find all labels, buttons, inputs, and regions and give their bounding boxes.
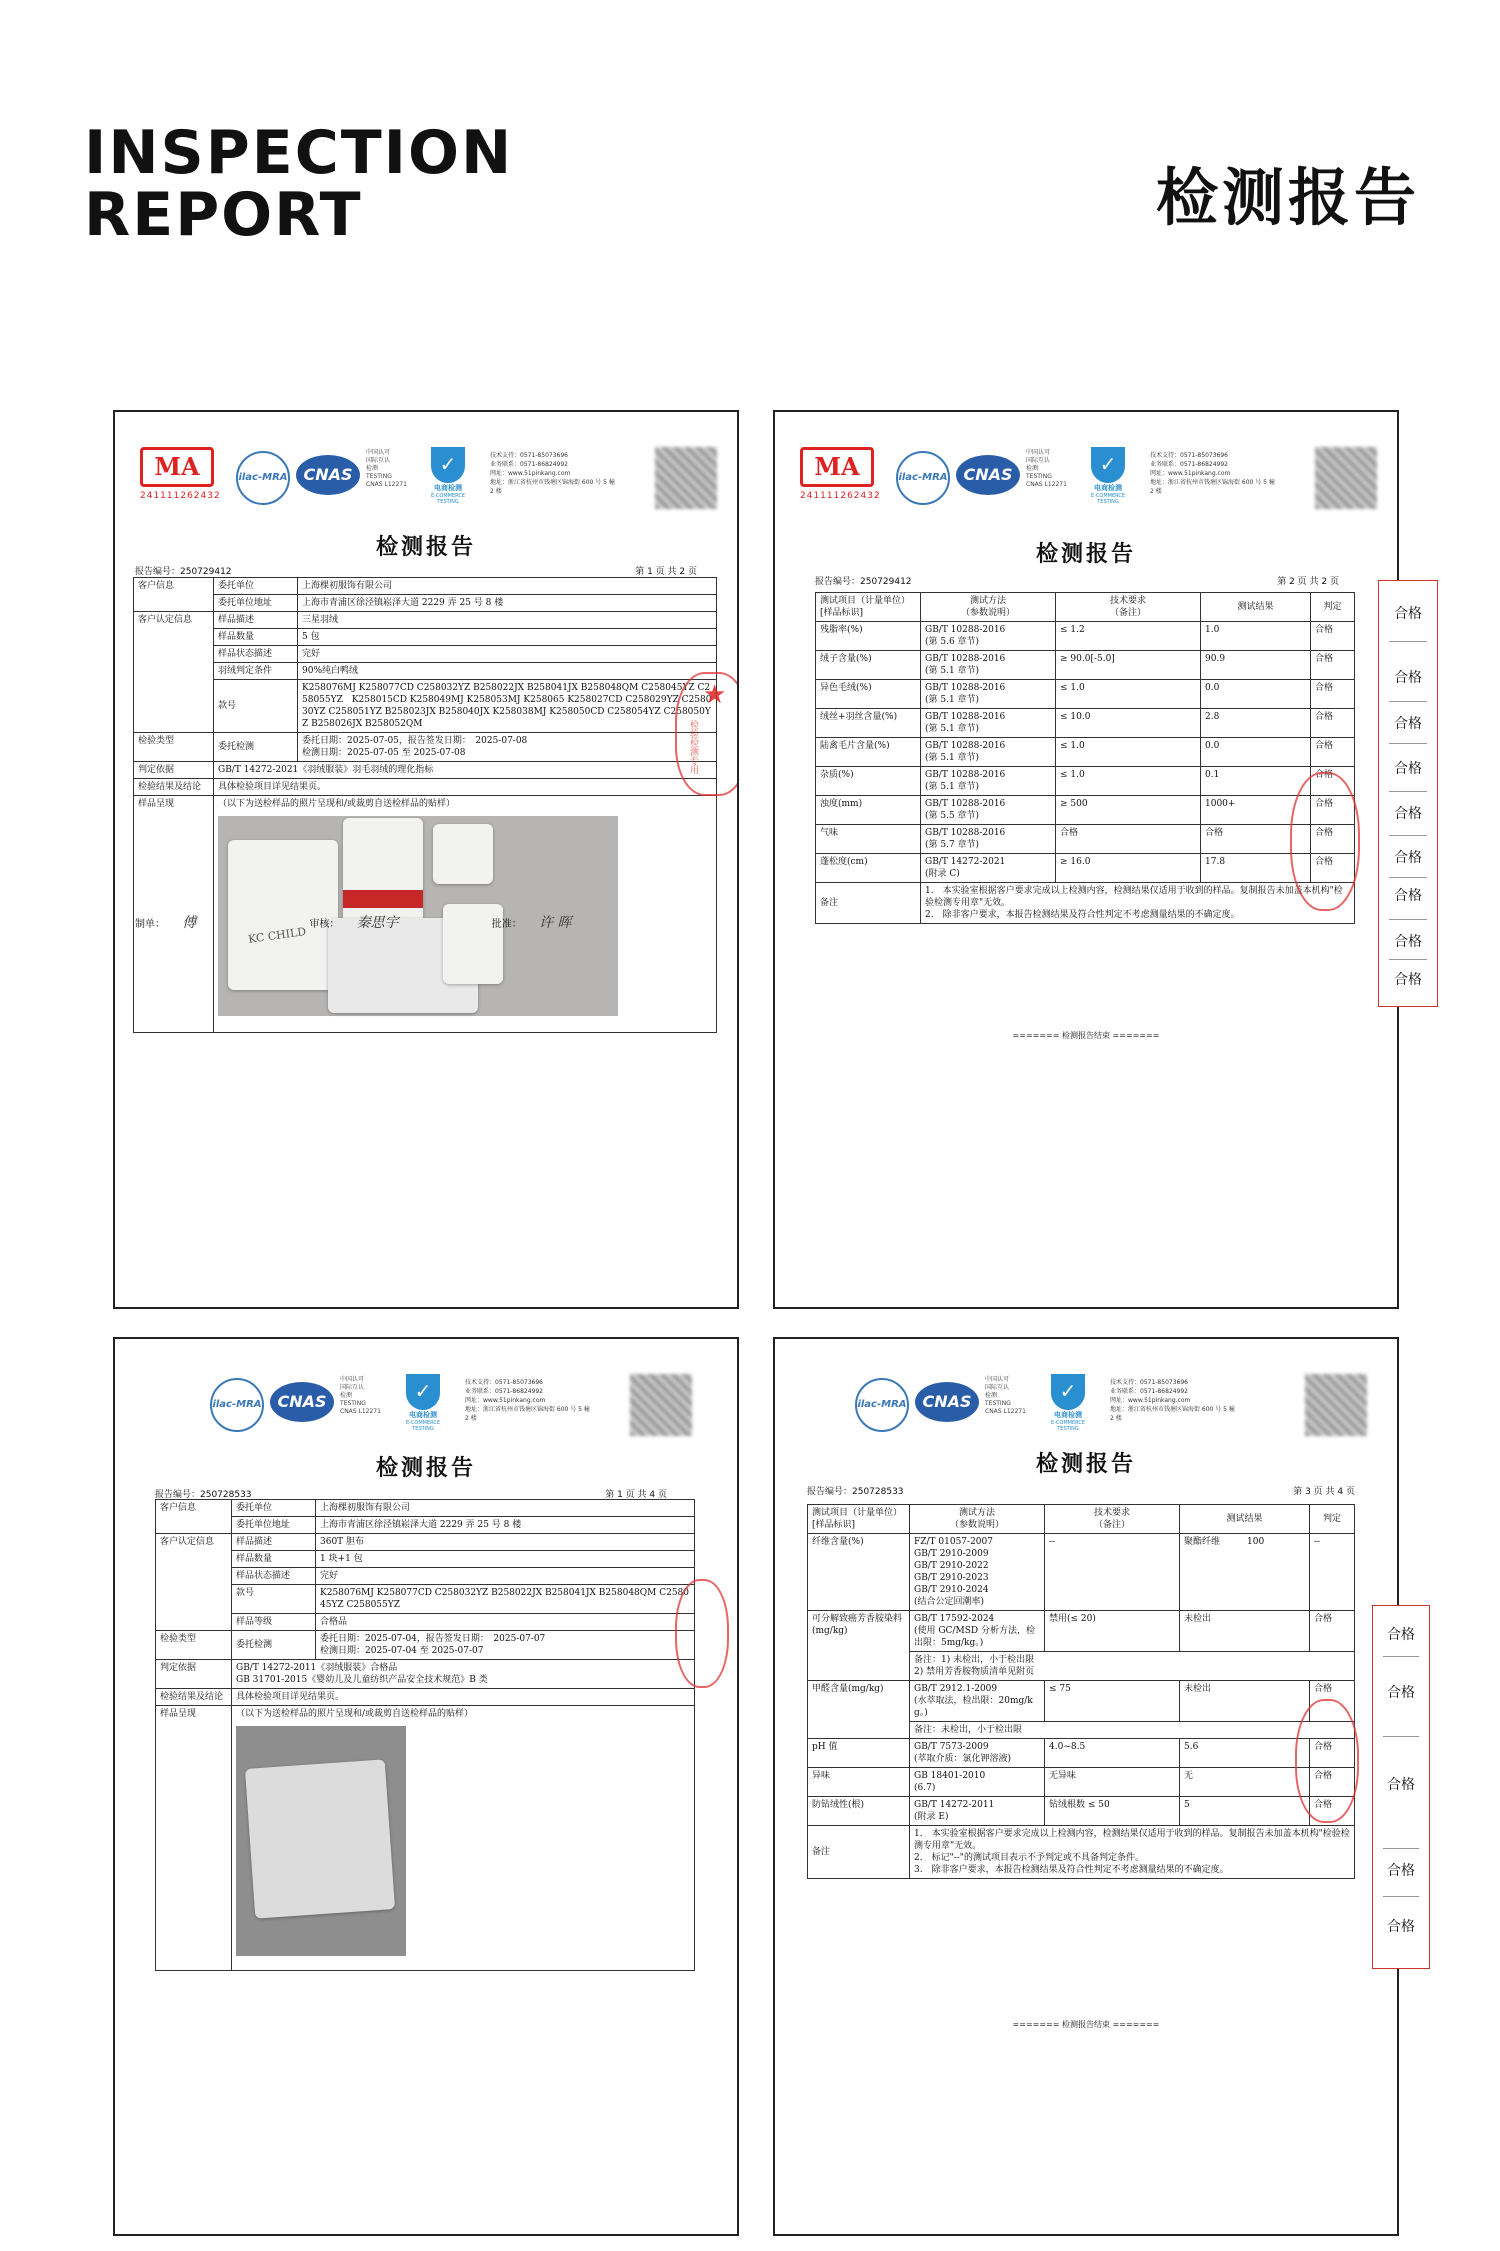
test-requirement: 钻绒根数 ≤ 50 xyxy=(1045,1797,1180,1826)
col-header: 测试结果 xyxy=(1201,593,1311,622)
side-judgement: 合格 xyxy=(1387,1863,1415,1879)
eshield-en: E-COMMERCE TESTING xyxy=(430,493,466,505)
test-method: GB/T 10288-2016 (第 5.1 章节) xyxy=(921,680,1056,709)
test-result: 2.8 xyxy=(1201,709,1311,738)
ilac-mra-logo: ilac-MRA xyxy=(236,451,290,505)
table-row xyxy=(816,796,1355,825)
test-judgement: 合格 xyxy=(1310,1681,1355,1722)
test-result: 聚酯纤维 100 xyxy=(1180,1534,1310,1611)
side-judgement: 合格 xyxy=(1387,1627,1415,1643)
test-item: 绒丝+羽丝含量(%) xyxy=(816,709,921,738)
table-row xyxy=(816,854,1355,883)
test-item: pH 值 xyxy=(808,1739,910,1768)
report-page-4 xyxy=(773,1337,1399,2236)
side-judgement: 合格 xyxy=(1394,716,1422,732)
test-type: 委托检测 xyxy=(232,1631,316,1660)
report-title: 检测报告 xyxy=(375,1455,476,1481)
test-requirement: ≤ 1.0 xyxy=(1056,738,1201,767)
test-requirement: ≥ 90.0[-5.0] xyxy=(1056,651,1201,680)
test-item: 甲醛含量(mg/kg) xyxy=(808,1681,910,1739)
test-method: FZ/T 01057-2007 GB/T 2910-2009 GB/T 2910-2022 GB/T 2910-2023 GB/T 2910-2024 (结合公定回潮率) xyxy=(910,1534,1045,1611)
client-addr: 上海市青浦区徐泾镇崧泽大道 2229 弄 25 号 8 楼 xyxy=(298,595,717,612)
info-table xyxy=(133,577,717,1033)
model-value: K258076MJ K258077CD C258032YZ B258022JX B258041JX B258048QM C258045YZ C258055YZ xyxy=(316,1585,695,1614)
sample-field-value: 360T 胆布 xyxy=(316,1534,695,1551)
test-item: 蓬松度(cm) xyxy=(816,854,921,883)
test-requirement: ≤ 75 xyxy=(1045,1681,1180,1722)
test-judgement: 合格 xyxy=(1311,796,1355,825)
header-title-cn: 检测报告 xyxy=(1155,161,1420,234)
sample-photo xyxy=(236,1726,406,1956)
client-unit: 上海棵初服饰有限公司 xyxy=(298,578,717,595)
client-info-label: 客户信息 xyxy=(156,1500,232,1534)
col-header: 技术要求 （备注） xyxy=(1045,1505,1180,1534)
eshield-en: E-COMMERCE TESTING xyxy=(1090,493,1126,505)
inspection-stamp xyxy=(1290,772,1360,911)
table-row xyxy=(808,1768,1355,1797)
down-bag-image xyxy=(343,818,423,923)
approver-signature: 许 晖 xyxy=(538,915,572,931)
test-judgement: 合格 xyxy=(1311,651,1355,680)
sample-info-label: 客户认定信息 xyxy=(134,612,214,733)
grade-label: 样品等级 xyxy=(232,1614,316,1631)
test-method: GB/T 10288-2016 (第 5.1 章节) xyxy=(921,738,1056,767)
test-dates xyxy=(316,1631,695,1660)
ma-number: 241111262432 xyxy=(800,491,881,501)
test-item: 纤维含量(%) xyxy=(808,1534,910,1611)
report-title: 检测报告 xyxy=(1035,1451,1136,1477)
check-shield-icon: ✓ xyxy=(1091,447,1125,483)
test-result: 1000+ xyxy=(1201,796,1311,825)
eshield-en: E-COMMERCE TESTING xyxy=(405,1420,441,1432)
test-type: 委托检测 xyxy=(214,733,298,762)
table-row xyxy=(808,1797,1355,1826)
table-row xyxy=(816,680,1355,709)
test-result: 0.0 xyxy=(1201,738,1311,767)
sample-field-value: 5 包 xyxy=(298,629,717,646)
fabric-sample-image xyxy=(245,1759,395,1918)
note-formaldehyde: 备注：未检出，小于检出限 xyxy=(910,1722,1355,1739)
approver-label: 批准： xyxy=(491,919,522,930)
remark-label: 备注 xyxy=(816,883,921,924)
test-method: GB/T 10288-2016 (第 5.5 章节) xyxy=(921,796,1056,825)
qr-code-icon xyxy=(1305,1374,1367,1436)
table-row xyxy=(808,1611,1355,1652)
side-judgement: 合格 xyxy=(1394,806,1422,822)
col-header: 测试方法 （参数说明） xyxy=(921,593,1056,622)
inspection-stamp xyxy=(675,1579,729,1688)
table-row xyxy=(808,1739,1355,1768)
table-row xyxy=(816,622,1355,651)
ilac-mra-logo: ilac-MRA xyxy=(855,1378,909,1432)
inspection-stamp xyxy=(1295,1699,1359,1823)
cnas-text: 中国认可 国际互认 检测 TESTING CNAS L12271 xyxy=(340,1376,381,1415)
table-row xyxy=(816,651,1355,680)
sample-field-label: 羽绒判定条件 xyxy=(214,663,298,680)
side-judgement: 合格 xyxy=(1394,670,1422,686)
judgement-side-panel xyxy=(1378,580,1438,1007)
test-requirement: ≥ 16.0 xyxy=(1056,854,1201,883)
test-item: 异色毛绒(%) xyxy=(816,680,921,709)
test-method: GB/T 14272-2011 (附录 E) xyxy=(910,1797,1045,1826)
contact-info: 技术支持：0571-85073696 业务联系：0571-86824992 网址：www.51pinkang.com 地址：浙江省杭州市钱塘区锦海街 600 号 5 幢 2 楼 xyxy=(1150,452,1275,495)
side-judgement: 合格 xyxy=(1394,888,1422,904)
test-item: 可分解致癌芳香胺染料(mg/kg) xyxy=(808,1611,910,1681)
test-judgement: 合格 xyxy=(1311,825,1355,854)
sample-info-label: 客户认定信息 xyxy=(156,1534,232,1631)
eshield-en: E-COMMERCE TESTING xyxy=(1050,1420,1086,1432)
table-row xyxy=(808,1534,1355,1611)
header-title-en xyxy=(84,118,514,250)
remark-row xyxy=(816,883,1355,924)
report-page-2 xyxy=(773,410,1399,1309)
conclusion: 具体检验项目详见结果页。 xyxy=(214,779,717,796)
client-unit-label: 委托单位 xyxy=(232,1500,316,1517)
basis xyxy=(232,1660,695,1689)
model-label: 款号 xyxy=(214,680,298,733)
judgement-side-panel xyxy=(1372,1605,1430,1969)
date-line-1: 委托日期：2025-07-04，报告签发日期： 2025-07-07 xyxy=(320,1634,546,1644)
col-header: 测试项目（计量单位） [样品标识] xyxy=(808,1505,910,1534)
report-number: 报告编号：250728533 xyxy=(807,1487,904,1497)
cnas-text: 中国认可 国际互认 检测 TESTING CNAS L12271 xyxy=(366,449,407,488)
side-judgement: 合格 xyxy=(1394,606,1422,622)
cnas-text: 中国认可 国际互认 检测 TESTING CNAS L12271 xyxy=(1026,449,1067,488)
side-judgement: 合格 xyxy=(1387,1919,1415,1935)
test-result: 合格 xyxy=(1201,825,1311,854)
report-number: 报告编号：250729412 xyxy=(815,577,912,587)
sample-field-label: 样品数量 xyxy=(214,629,298,646)
end-line: ======= 检测报告结束 ======= xyxy=(1012,2020,1160,2029)
table-row xyxy=(816,738,1355,767)
ecommerce-testing-logo xyxy=(420,447,476,505)
basis-label: 判定依据 xyxy=(134,762,214,779)
page-number: 第 1 页 共 2 页 xyxy=(635,567,697,577)
qr-code-icon xyxy=(630,1374,692,1436)
test-judgement: 合格 xyxy=(1310,1739,1355,1768)
page-number: 第 3 页 共 4 页 xyxy=(1293,1487,1355,1497)
star-icon: ★ xyxy=(703,680,727,710)
test-requirement: ≤ 1.2 xyxy=(1056,622,1201,651)
test-method: GB/T 17592-2024 (使用 GC/MSD 分析方法，检出限：5mg/kg。) xyxy=(910,1611,1045,1652)
remark-label: 备注 xyxy=(808,1826,910,1879)
basis: GB/T 14272-2021《羽绒服装》羽毛羽绒的理化指标 xyxy=(214,762,717,779)
side-judgement: 合格 xyxy=(1394,761,1422,777)
qr-code-icon xyxy=(655,447,717,509)
report-page-1 xyxy=(113,410,739,1309)
contact-info: 技术支持：0571-85073696 业务联系：0571-86824992 网址：www.51pinkang.com 地址：浙江省杭州市钱塘区锦海街 600 号 5 幢 2 楼 xyxy=(465,1379,590,1422)
cnas-logo: CNAS xyxy=(915,1382,979,1422)
test-item: 残脂率(%) xyxy=(816,622,921,651)
test-judgement: 合格 xyxy=(1311,709,1355,738)
reviewer-label: 审核： xyxy=(309,919,340,930)
ma-mark: MA xyxy=(800,447,874,487)
report-number: 报告编号：250728533 xyxy=(155,1490,252,1500)
test-judgement: 合格 xyxy=(1310,1611,1355,1652)
logo-row xyxy=(800,447,1375,517)
test-method: GB 18401-2010 (6.7) xyxy=(910,1768,1045,1797)
check-shield-icon: ✓ xyxy=(431,447,465,483)
ma-logo xyxy=(140,447,221,509)
test-type-label: 检验类型 xyxy=(156,1631,232,1660)
test-method: GB/T 10288-2016 (第 5.7 章节) xyxy=(921,825,1056,854)
date-line-2: 检测日期：2025-07-04 至 2025-07-07 xyxy=(320,1646,484,1656)
test-requirement: ≤ 10.0 xyxy=(1056,709,1201,738)
photo-cell xyxy=(232,1706,695,1971)
test-item: 杂质(%) xyxy=(816,767,921,796)
test-type-label: 检验类型 xyxy=(134,733,214,762)
test-requirement: ≤ 1.0 xyxy=(1056,767,1201,796)
client-addr: 上海市青浦区徐泾镇崧泽大道 2229 弄 25 号 8 楼 xyxy=(316,1517,695,1534)
model-label: 款号 xyxy=(232,1585,316,1614)
info-table xyxy=(155,1499,695,1971)
cnas-logo: CNAS xyxy=(270,1382,334,1422)
remark-text: 1. 本实验室根据客户要求完成以上检测内容，检测结果仅适用于收到的样品。复制报告未加盖本机构"检验检测专用章"无效。 2. 除非客户要求，本报告检测结果及符合性判定不考虑测量结果的不确定度。 xyxy=(921,883,1355,924)
test-requirement: ≥ 500 xyxy=(1056,796,1201,825)
eshield-label: 电商检测 xyxy=(1054,1411,1082,1419)
test-requirement: ≤ 1.0 xyxy=(1056,680,1201,709)
reviewer-signature: 秦思宇 xyxy=(356,915,399,931)
basis-line-2: GB 31701-2015《婴幼儿及儿童纺织产品安全技术规范》B 类 xyxy=(236,1675,488,1685)
date-line-2: 检测日期：2025-07-05 至 2025-07-08 xyxy=(302,748,466,758)
results-table xyxy=(815,592,1355,924)
logo-row xyxy=(140,447,715,517)
sample-field-label: 样品状态描述 xyxy=(232,1568,316,1585)
test-result: 未检出 xyxy=(1180,1611,1310,1652)
photo-note: （以下为送检样品的照片呈现和/或裁剪自送检样品的贴样） xyxy=(236,1709,474,1719)
test-judgement: -- xyxy=(1310,1534,1355,1611)
col-header: 判定 xyxy=(1310,1505,1355,1534)
contact-info: 技术支持：0571-85073696 业务联系：0571-86824992 网址：www.51pinkang.com 地址：浙江省杭州市钱塘区锦海街 600 号 5 幢 2 楼 xyxy=(1110,1379,1235,1422)
test-method: GB/T 10288-2016 (第 5.1 章节) xyxy=(921,651,1056,680)
test-requirement: 合格 xyxy=(1056,825,1201,854)
table-row xyxy=(816,767,1355,796)
col-header: 判定 xyxy=(1311,593,1355,622)
col-header: 技术要求 （备注） xyxy=(1056,593,1201,622)
test-judgement: 合格 xyxy=(1311,738,1355,767)
report-page-3 xyxy=(113,1337,739,2236)
photo-label: 样品呈现 xyxy=(134,796,214,1033)
side-judgement: 合格 xyxy=(1394,972,1422,988)
ma-number: 241111262432 xyxy=(140,491,221,501)
report-title: 检测报告 xyxy=(1035,541,1136,567)
test-judgement: 合格 xyxy=(1311,767,1355,796)
down-bag-image xyxy=(433,824,493,884)
header-title-line1: INSPECTION xyxy=(84,118,514,188)
test-judgement: 合格 xyxy=(1310,1768,1355,1797)
cnas-logo: CNAS xyxy=(956,455,1020,495)
date-line-1: 委托日期：2025-07-05，报告签发日期： 2025-07-08 xyxy=(302,736,528,746)
test-result: 未检出 xyxy=(1180,1681,1310,1722)
client-info-label: 客户信息 xyxy=(134,578,214,612)
test-result: 5 xyxy=(1180,1797,1310,1826)
col-header: 测试项目（计量单位） [样品标识] xyxy=(816,593,921,622)
test-judgement: 合格 xyxy=(1310,1797,1355,1826)
photo-label: 样品呈现 xyxy=(156,1706,232,1971)
side-judgement: 合格 xyxy=(1394,934,1422,950)
ecommerce-testing-logo xyxy=(395,1374,451,1432)
table-row xyxy=(808,1681,1355,1722)
signature-row xyxy=(135,912,571,932)
check-shield-icon: ✓ xyxy=(406,1374,440,1410)
client-unit-label: 委托单位 xyxy=(214,578,298,595)
test-method: GB/T 10288-2016 (第 5.1 章节) xyxy=(921,709,1056,738)
remark-row xyxy=(808,1826,1355,1879)
bag-label: KC CHILD xyxy=(247,925,307,947)
test-method: GB/T 10288-2016 (第 5.1 章节) xyxy=(921,767,1056,796)
ecommerce-testing-logo xyxy=(1040,1374,1096,1432)
ecommerce-testing-logo xyxy=(1080,447,1136,505)
conclusion-label: 检验结果及结论 xyxy=(134,779,214,796)
model-value: K258076MJ K258077CD C258032YZ B258022JX B258041JX B258048QM C258045YZ C258055YZ K258015CD K258049MJ K258053MJ K258065 K258027CD C258029YZ C258030YZ C258051YZ B258023JX B258040JX K258038MJ K258050CD C258054YZ C258050YZ B258026JX B258052QM xyxy=(298,680,717,733)
maker-label: 制单： xyxy=(135,919,165,930)
side-judgement: 合格 xyxy=(1394,850,1422,866)
side-judgement: 合格 xyxy=(1387,1685,1415,1701)
report-number: 报告编号：250729412 xyxy=(135,567,232,577)
test-item: 气味 xyxy=(816,825,921,854)
ilac-mra-logo: ilac-MRA xyxy=(210,1378,264,1432)
cnas-text: 中国认可 国际互认 检测 TESTING CNAS L12271 xyxy=(985,1376,1026,1415)
eshield-label: 电商检测 xyxy=(1094,484,1122,492)
grade-value: 合格品 xyxy=(316,1614,695,1631)
test-method: GB/T 2912.1-2009 (水萃取法，检出限：20mg/kg。) xyxy=(910,1681,1045,1722)
client-addr-label: 委托单位地址 xyxy=(232,1517,316,1534)
conclusion-label: 检验结果及结论 xyxy=(156,1689,232,1706)
sample-field-value: 完好 xyxy=(316,1568,695,1585)
logo-row xyxy=(140,1374,715,1444)
results-table xyxy=(807,1504,1355,1879)
test-result: 无 xyxy=(1180,1768,1310,1797)
qr-code-icon xyxy=(1315,447,1377,509)
sample-field-value: 90%纯白鸭绒 xyxy=(298,663,717,680)
test-result: 0.0 xyxy=(1201,680,1311,709)
test-result: 90.9 xyxy=(1201,651,1311,680)
contact-info: 技术支持：0571-85073696 业务联系：0571-86824992 网址：www.51pinkang.com 地址：浙江省杭州市钱塘区锦海街 600 号 5 幢 2 楼 xyxy=(490,452,615,495)
test-item: 陆禽毛片含量(%) xyxy=(816,738,921,767)
test-requirement: -- xyxy=(1045,1534,1180,1611)
side-judgement: 合格 xyxy=(1387,1777,1415,1793)
sample-field-value: 三星羽绒 xyxy=(298,612,717,629)
stamp-text: 检验检测专用 xyxy=(688,720,698,774)
eshield-label: 电商检测 xyxy=(409,1411,437,1419)
client-addr-label: 委托单位地址 xyxy=(214,595,298,612)
end-line: ======= 检测报告结束 ======= xyxy=(1012,1031,1160,1040)
basis-line-1: GB/T 14272-2011《羽绒服装》合格品 xyxy=(236,1663,398,1673)
sample-field-label: 样品状态描述 xyxy=(214,646,298,663)
test-item: 绒子含量(%) xyxy=(816,651,921,680)
test-item: 浊度(mm) xyxy=(816,796,921,825)
sample-field-value: 1 块+1 包 xyxy=(316,1551,695,1568)
table-row xyxy=(816,825,1355,854)
client-unit: 上海棵初服饰有限公司 xyxy=(316,1500,695,1517)
test-item: 防钻绒性(根) xyxy=(808,1797,910,1826)
test-requirement: 无异味 xyxy=(1045,1768,1180,1797)
col-header: 测试结果 xyxy=(1180,1505,1310,1534)
maker-signature: 傅 xyxy=(182,915,197,931)
test-result: 17.8 xyxy=(1201,854,1311,883)
sample-field-label: 样品描述 xyxy=(232,1534,316,1551)
header-title-line2: REPORT xyxy=(84,180,363,250)
test-judgement: 合格 xyxy=(1311,680,1355,709)
note-aromatic: 备注：1) 未检出，小于检出限 2) 禁用芳香胺物质清单见附页 xyxy=(910,1652,1355,1681)
test-requirement: 4.0~8.5 xyxy=(1045,1739,1180,1768)
page-number: 第 2 页 共 2 页 xyxy=(1277,577,1339,587)
ma-logo xyxy=(800,447,881,509)
test-method: GB/T 7573-2009 (萃取介质：氯化钾溶液) xyxy=(910,1739,1045,1768)
conclusion: 具体检验项目详见结果页。 xyxy=(232,1689,695,1706)
page-number: 第 1 页 共 4 页 xyxy=(605,1490,667,1500)
col-header: 测试方法 （参数说明） xyxy=(910,1505,1045,1534)
basis-label: 判定依据 xyxy=(156,1660,232,1689)
cnas-logo: CNAS xyxy=(296,455,360,495)
test-result: 1.0 xyxy=(1201,622,1311,651)
sample-field-value: 完好 xyxy=(298,646,717,663)
photo-note: （以下为送检样品的照片呈现和/或裁剪自送检样品的贴样） xyxy=(218,799,456,809)
remark-text: 1. 本实验室根据客户要求完成以上检测内容，检测结果仅适用于收到的样品。复制报告未加盖本机构"检验检测专用章"无效。 2. 标记"--"的测试项目表示不予判定或不具备判定条件。 3. 除非客户要求，本报告检测结果及符合性判定不考虑测量结果的不确定度。 xyxy=(910,1826,1355,1879)
eshield-label: 电商检测 xyxy=(434,484,462,492)
test-method: GB/T 10288-2016 (第 5.6 章节) xyxy=(921,622,1056,651)
test-requirement: 禁用(≤ 20) xyxy=(1045,1611,1180,1652)
check-shield-icon: ✓ xyxy=(1051,1374,1085,1410)
ma-mark: MA xyxy=(140,447,214,487)
test-result: 5.6 xyxy=(1180,1739,1310,1768)
sample-field-label: 样品数量 xyxy=(232,1551,316,1568)
test-judgement: 合格 xyxy=(1311,622,1355,651)
report-title: 检测报告 xyxy=(375,534,476,560)
test-dates xyxy=(298,733,717,762)
test-item: 异味 xyxy=(808,1768,910,1797)
test-result: 0.1 xyxy=(1201,767,1311,796)
logo-row xyxy=(800,1374,1375,1444)
table-row xyxy=(816,709,1355,738)
test-method: GB/T 14272-2021 (附录 C) xyxy=(921,854,1056,883)
ilac-mra-logo: ilac-MRA xyxy=(896,451,950,505)
sample-field-label: 样品描述 xyxy=(214,612,298,629)
test-judgement: 合格 xyxy=(1311,854,1355,883)
